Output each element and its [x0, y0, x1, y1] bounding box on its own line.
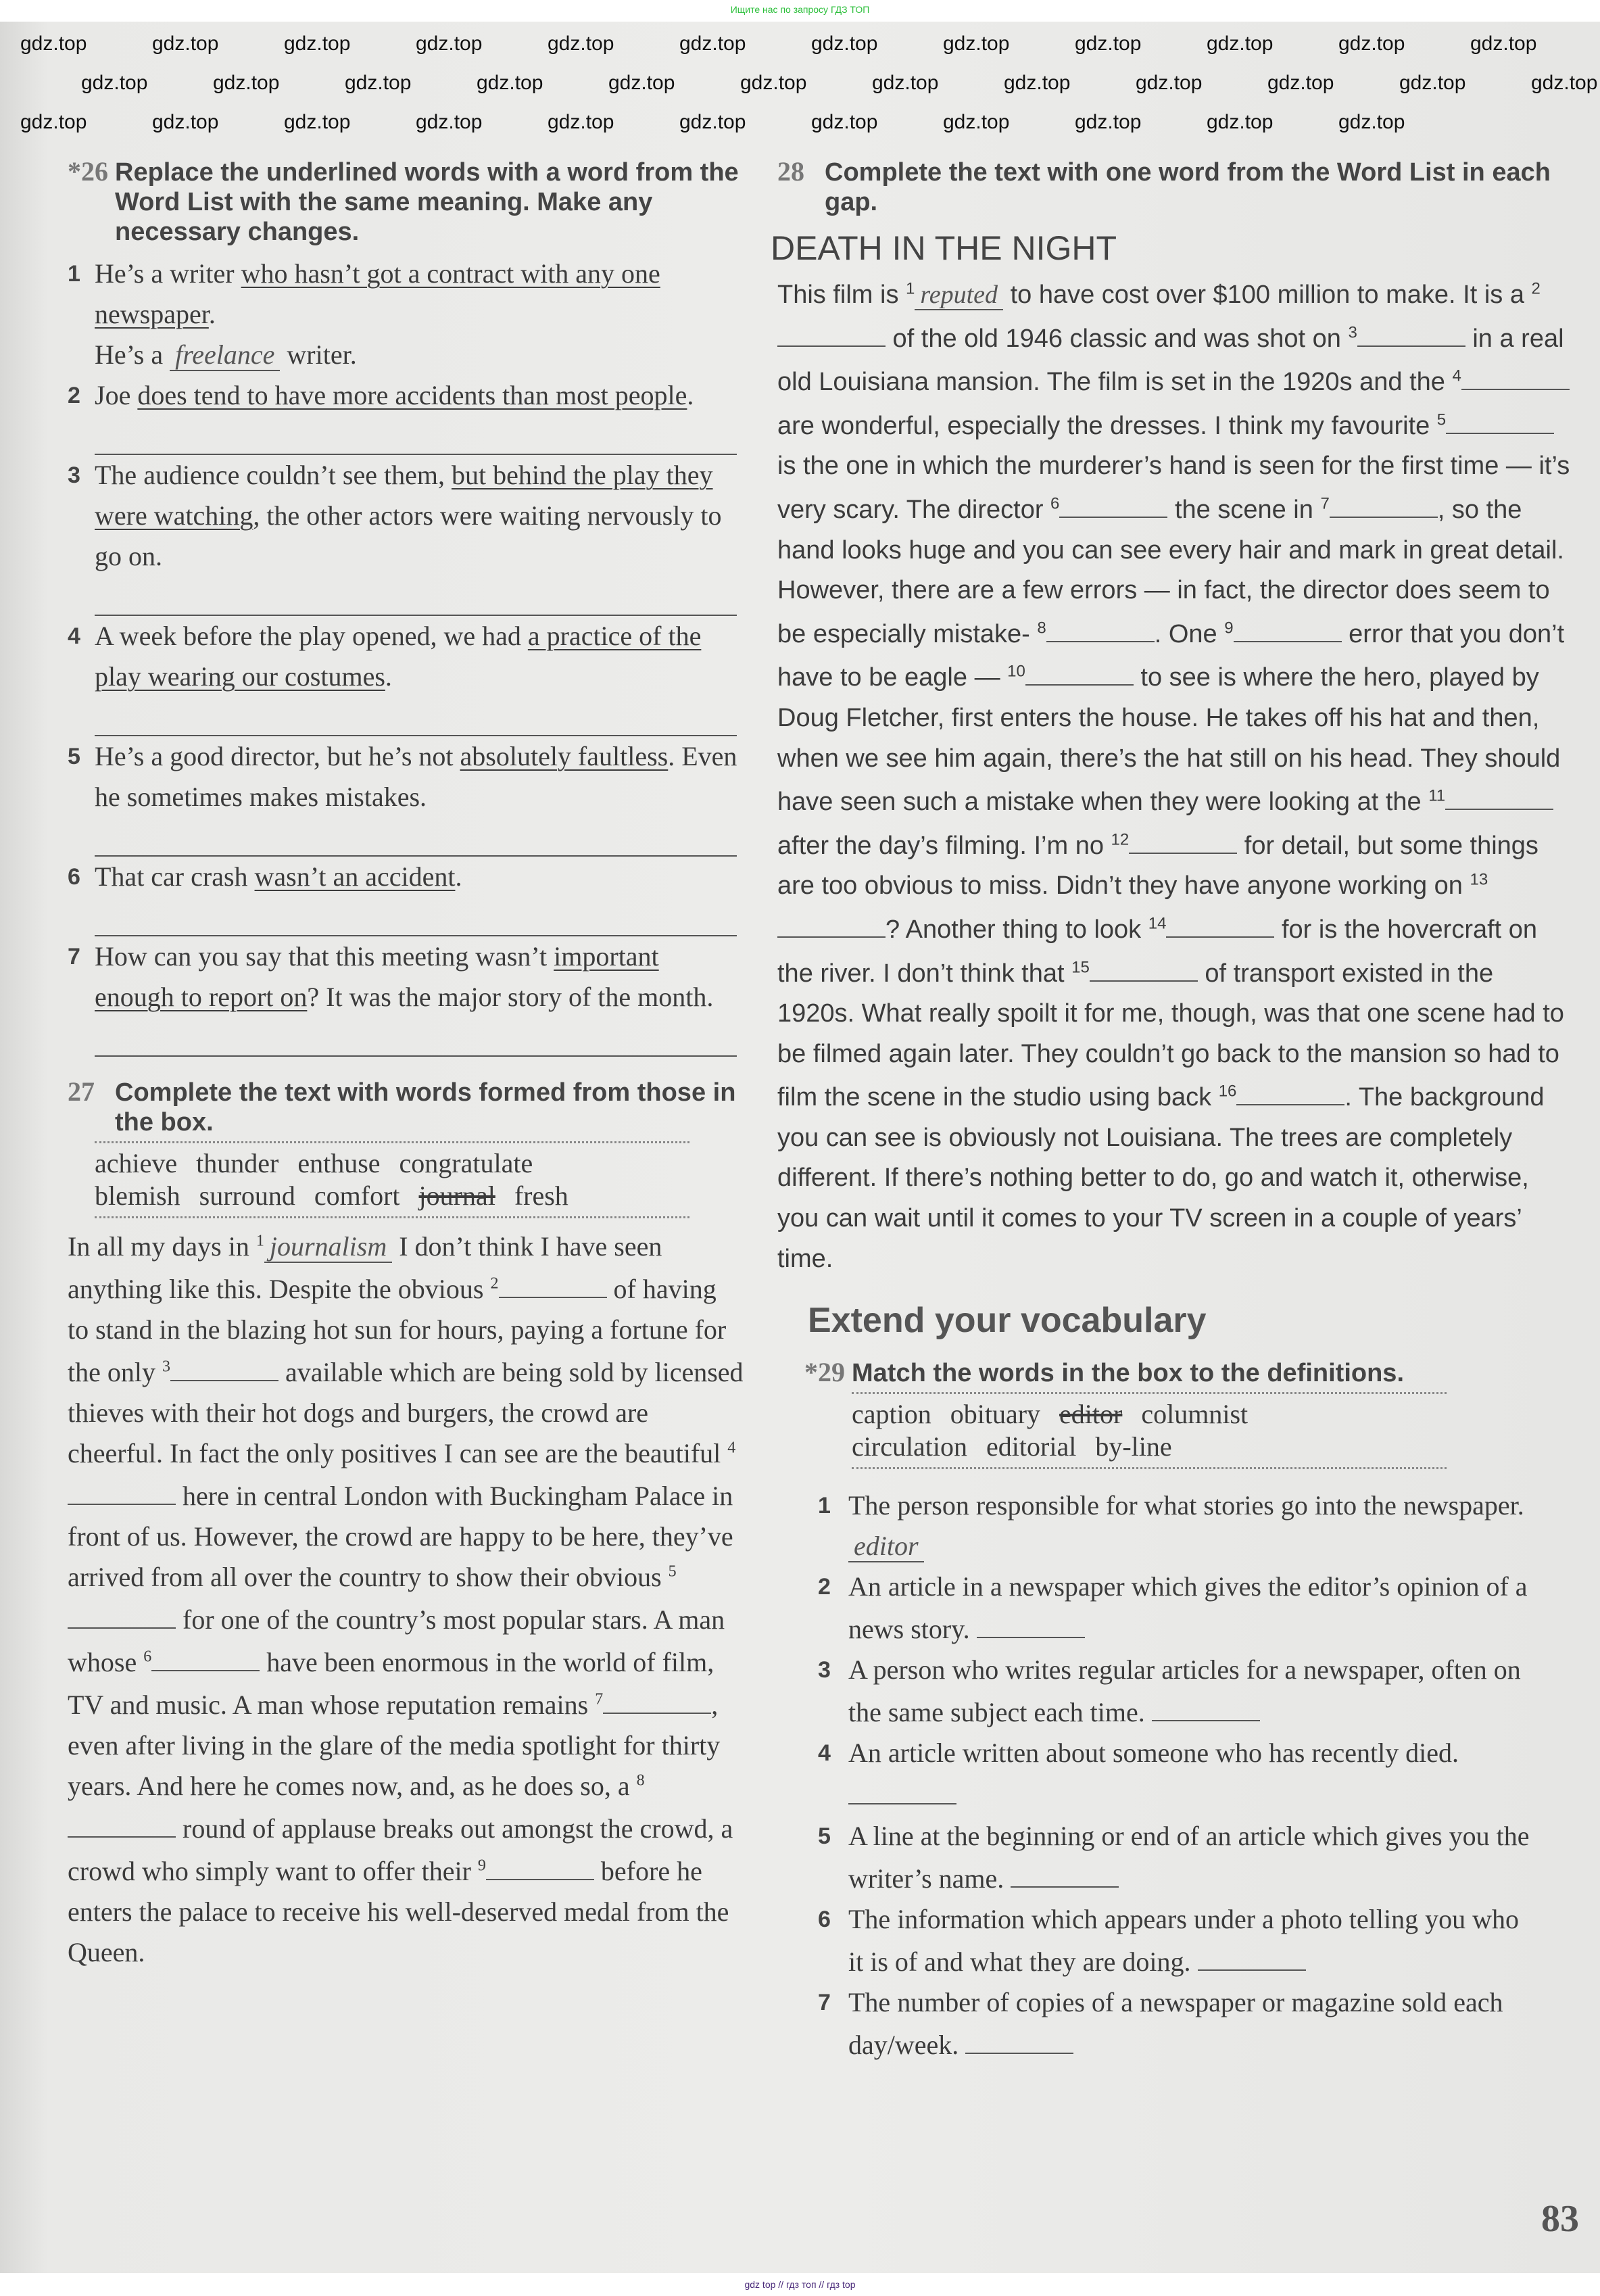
text-segment: editorial — [986, 1431, 1077, 1462]
answer-line[interactable] — [95, 577, 737, 616]
item-text — [848, 1738, 1459, 1811]
answer-line[interactable] — [95, 817, 737, 857]
answer-gap[interactable] — [1059, 487, 1167, 518]
text-segment: He’s a good director, but he’s not — [95, 741, 460, 771]
item-number: 3 — [68, 462, 80, 488]
section-title: Extend your vocabulary — [808, 1301, 1207, 1341]
right-column — [771, 156, 1575, 2065]
item-number: 7 — [818, 1990, 831, 2016]
watermark: gdz.top — [1075, 111, 1142, 133]
watermark: gdz.top — [943, 32, 1010, 55]
gap-number: 8 — [636, 1771, 645, 1790]
gap-number: 5 — [668, 1562, 677, 1581]
watermark: gdz.top — [152, 32, 219, 55]
watermark: gdz.top — [548, 32, 614, 55]
item-number: 2 — [818, 1574, 831, 1600]
text-segment: in a real old Louisiana mansion. The film is set in the 1920s and the — [777, 324, 1564, 397]
watermark: gdz.top — [477, 72, 543, 94]
gap-number: 3 — [1348, 322, 1357, 341]
answer-gap[interactable] — [1198, 1940, 1306, 1971]
watermark: gdz.top — [1075, 32, 1142, 55]
item-number: 6 — [68, 864, 80, 890]
answer-gap[interactable] — [1445, 779, 1553, 810]
text-segment: comfort — [314, 1180, 400, 1211]
answer-gap[interactable] — [1011, 1857, 1119, 1888]
answer-gap[interactable] — [1357, 316, 1465, 347]
list-item — [818, 1485, 1534, 1566]
answer-gap[interactable] — [68, 1807, 176, 1838]
text-segment: ? It was the major story of the month. — [307, 982, 714, 1012]
text-segment: circulation — [852, 1431, 968, 1462]
text-segment: The person responsible for what stories go into the newspaper. — [848, 1490, 1524, 1521]
underlined-phrase: a practice of the play wearing our costumes — [95, 621, 702, 692]
exercise-instruction: Complete the text with one word from the Word List in each gap. — [825, 158, 1551, 216]
answer-line[interactable] — [95, 697, 737, 736]
text-segment: here in central London with Buckingham Palace in front of us. However, the crowd are happy to be here, they’ve arrived from all over the country to show their obvious — [68, 1481, 733, 1592]
underlined-phrase: important enough to report on — [95, 941, 659, 1012]
answer-gap[interactable] — [1234, 611, 1342, 642]
item-text — [95, 741, 737, 812]
item-text — [95, 861, 462, 892]
watermark: gdz.top — [679, 111, 746, 133]
gap-number: 13 — [1470, 870, 1488, 889]
text-segment: for detail, but some things are too obvious to miss. Didn’t they have anyone working on — [777, 831, 1538, 901]
item-number: 4 — [68, 623, 80, 649]
page-number: 83 — [1541, 2198, 1579, 2240]
gap-number: 2 — [490, 1274, 499, 1293]
exercise-26 — [68, 157, 744, 1057]
answer-gap[interactable] — [1025, 654, 1134, 686]
text-segment: , the other actors were waiting nervously to go on. — [95, 500, 722, 571]
gap-number: 8 — [1037, 619, 1046, 638]
text-segment: ? Another thing to look — [886, 915, 1148, 944]
watermark: gdz.top — [811, 111, 878, 133]
gap-number: 15 — [1071, 957, 1090, 976]
gap-number: 4 — [1452, 366, 1461, 385]
list-item — [68, 736, 744, 857]
text-segment: . Even he sometimes makes mistakes. — [95, 741, 737, 812]
answer-gap[interactable] — [151, 1640, 260, 1671]
footer-links: gdz top // гдз топ // гдз top — [744, 2279, 856, 2290]
answer-gap[interactable] — [1046, 611, 1155, 642]
text-segment: of having to stand in the blazing hot sun for hours, paying a fortune for the only — [68, 1274, 727, 1387]
handwritten-answer: journalism — [264, 1231, 392, 1263]
text-segment: achieve — [95, 1148, 178, 1178]
exercise-28 — [771, 156, 1575, 1279]
crossed-out-word: journal — [418, 1180, 495, 1211]
text-segment: round of applause breaks out amongst the crowd, a crowd who simply want to offer their — [68, 1813, 733, 1886]
watermark: gdz.top — [1470, 32, 1537, 55]
watermark: gdz.top — [872, 72, 939, 94]
item-text — [848, 1987, 1503, 2060]
left-column — [68, 157, 744, 1973]
watermark: gdz.top — [416, 111, 483, 133]
watermark: gdz.top — [1136, 72, 1203, 94]
text-segment: . The background you can see is obviously not Louisiana. The trees are completely different. If there’s nothing better to do, go and watch it, otherwise, you can wait until it comes to your TV screen in a couple of years’ time. — [777, 1083, 1545, 1273]
gap-number: 10 — [1007, 662, 1025, 681]
watermark: gdz.top — [213, 72, 280, 94]
list-item — [68, 936, 744, 1057]
gap-number: 1 — [256, 1232, 264, 1250]
watermark: gdz.top — [20, 111, 87, 133]
item-text — [95, 621, 701, 692]
gap-number: 11 — [1428, 786, 1446, 805]
handwritten-answer: editor — [848, 1531, 924, 1562]
text-segment: obituary — [950, 1399, 1041, 1430]
item-number: 1 — [818, 1493, 831, 1519]
gap-number: 7 — [595, 1690, 604, 1708]
text-segment: The number of copies of a newspaper or magazine sold each day/week. — [848, 1987, 1503, 2061]
item-text — [848, 1654, 1521, 1727]
text-segment: caption — [852, 1399, 931, 1430]
item-text — [95, 258, 660, 371]
text-segment: to see is where the hero, played by Doug Fletcher, first enters the house. He takes off his hat and then, when we see him again, there’s the hat still on his head. They should have seen such a mistake when they were looking at the — [777, 663, 1561, 817]
text-segment: thunder — [196, 1148, 279, 1178]
item-number: 1 — [68, 261, 80, 287]
gap-number: 6 — [1050, 494, 1060, 513]
underlined-phrase: wasn’t an accident — [254, 861, 456, 892]
item-text — [848, 1821, 1530, 1894]
text-segment: fresh — [514, 1180, 568, 1211]
text-segment: Joe — [95, 380, 138, 410]
text-segment: enthuse — [297, 1148, 381, 1178]
answer-gap[interactable] — [486, 1849, 594, 1880]
item-number: 4 — [818, 1740, 831, 1767]
answer-gap[interactable] — [499, 1267, 607, 1298]
exercise-29 — [777, 1299, 1575, 2065]
watermark: gdz.top — [1207, 32, 1274, 55]
exercise-number: *29 — [804, 1357, 845, 1388]
answer-gap[interactable] — [1166, 907, 1274, 938]
text-segment: surround — [199, 1180, 295, 1211]
answer-gap[interactable] — [848, 1773, 956, 1804]
answer-line[interactable] — [95, 416, 737, 455]
text-segment: . — [687, 380, 694, 410]
answer-gap[interactable] — [1152, 1690, 1260, 1721]
item-text — [95, 380, 694, 410]
watermark: gdz.top — [1338, 111, 1405, 133]
item-number: 6 — [818, 1907, 831, 1933]
text-segment: of the old 1946 classic and was shot on — [886, 324, 1349, 353]
list-item — [818, 1982, 1534, 2065]
gap-number: 14 — [1148, 914, 1167, 933]
list-item — [818, 1650, 1534, 1733]
text-segment: I don’t think I have seen anything like this. Despite the obvious — [68, 1231, 662, 1304]
watermark: gdz.top — [1267, 72, 1334, 94]
exercise-number: *26 — [68, 156, 108, 187]
text-segment: have been enormous in the world of film, TV and music. A man whose reputation remains — [68, 1647, 714, 1720]
exercise-instruction: Match the words in the box to the definitions. — [852, 1359, 1404, 1388]
exercise-instruction: Complete the text with words formed from those in the box. — [115, 1078, 736, 1137]
text-segment: A week before the play opened, we had — [95, 621, 528, 651]
watermark: gdz.top — [740, 72, 807, 94]
list-item — [818, 1733, 1534, 1816]
text-segment: , so the hand looks huge and you can see every hair and mark in great detail. — [777, 495, 1564, 565]
word-box — [95, 1141, 689, 1218]
text-segment: How can you say that this meeting wasn’t — [95, 941, 554, 972]
item-text — [848, 1490, 1524, 1562]
text-segment: after the day’s filming. I’m no — [777, 831, 1111, 860]
article-title: DEATH IN THE NIGHT — [771, 229, 1117, 267]
watermark: gdz.top — [1207, 111, 1274, 133]
watermark: gdz.top — [81, 72, 148, 94]
answer-gap[interactable] — [603, 1683, 711, 1714]
watermark: gdz.top — [608, 72, 675, 94]
underlined-phrase: absolutely faultless — [460, 741, 669, 771]
text-segment: A line at the beginning or end of an article which gives you the writer’s name. — [848, 1821, 1530, 1894]
text-segment: He’s a — [95, 339, 170, 370]
watermark: gdz.top — [416, 32, 483, 55]
list-item — [818, 1899, 1534, 1982]
text-segment: . — [455, 861, 462, 892]
answer-gap[interactable] — [977, 1607, 1085, 1638]
search-banner: Ищите нас по запросу ГДЗ ТОП — [730, 4, 870, 15]
text-segment: An article written about someone who has recently died. — [848, 1738, 1459, 1769]
text-segment: However, there are a few errors — in fact, the director does seem to be especially mistake- — [777, 576, 1550, 648]
watermark: gdz.top — [1004, 72, 1071, 94]
watermark: gdz.top — [811, 32, 878, 55]
item-text — [848, 1571, 1528, 1644]
answer-gap[interactable] — [965, 2023, 1073, 2054]
item-number: 7 — [68, 944, 80, 970]
exercise-heading — [777, 157, 1575, 217]
text-segment: That car crash — [95, 861, 255, 892]
handwritten-answer: freelance — [170, 339, 280, 371]
gap-number: 12 — [1111, 830, 1130, 849]
handwritten-answer: reputed — [915, 281, 1003, 310]
word-box — [852, 1392, 1447, 1469]
list-item — [68, 616, 744, 736]
gap-number: 2 — [1531, 279, 1541, 298]
list-item — [68, 455, 744, 616]
underlined-phrase: who hasn’t got a contract with any one newspaper — [95, 258, 660, 329]
gap-number: 5 — [1436, 410, 1447, 429]
text-segment: blemish — [95, 1180, 180, 1211]
text-segment: are wonderful, especially the dresses. I think my favourite — [777, 411, 1437, 440]
answer-gap[interactable] — [1330, 487, 1438, 518]
text-segment: . One — [1154, 619, 1225, 648]
text-segment: columnist — [1141, 1399, 1249, 1430]
item-number: 2 — [68, 383, 80, 408]
text-segment: This film is — [777, 281, 906, 309]
answer-gap[interactable] — [170, 1350, 278, 1381]
watermark: gdz.top — [679, 32, 746, 55]
text-segment: An article in a newspaper which gives the editor’s opinion of a news story. — [848, 1571, 1528, 1645]
answer-gap[interactable] — [777, 316, 886, 347]
item-text — [95, 941, 713, 1012]
text-segment: the scene in — [1167, 495, 1321, 524]
watermark: gdz.top — [152, 111, 219, 133]
exercise-27 — [68, 1077, 744, 1973]
text-segment: A person who writes regular articles for a newspaper, often on the same subject each time. — [848, 1654, 1521, 1728]
answer-line[interactable] — [95, 1018, 737, 1057]
answer-gap[interactable] — [1461, 359, 1570, 390]
answer-gap[interactable] — [1090, 951, 1198, 982]
watermark: gdz.top — [20, 32, 87, 55]
answer-gap[interactable] — [777, 907, 886, 938]
text-segment: The information which appears under a photo telling you who it is of and what they are doing. — [848, 1904, 1519, 1978]
text-segment: writer. — [280, 339, 357, 370]
gap-number: 3 — [162, 1358, 170, 1376]
exercise-heading — [68, 157, 744, 247]
list-item — [818, 1566, 1534, 1650]
answer-gap[interactable] — [1129, 823, 1237, 854]
watermark: gdz.top — [284, 111, 351, 133]
item-number: 5 — [818, 1823, 831, 1850]
text-segment: . — [208, 299, 216, 329]
answer-gap[interactable] — [1446, 403, 1554, 434]
textbook-page — [0, 22, 1600, 2273]
exercise-number: 27 — [68, 1076, 95, 1107]
item-number: 3 — [818, 1657, 831, 1683]
answer-gap[interactable] — [68, 1474, 176, 1505]
item-text — [848, 1904, 1519, 1977]
text-segment: . — [385, 661, 392, 692]
gap-number: 7 — [1320, 494, 1330, 513]
exercise-heading — [68, 1077, 744, 1137]
watermark: gdz.top — [1338, 32, 1405, 55]
text-segment: error that you don’t have to be eagle — — [777, 619, 1565, 692]
watermark: gdz.top — [345, 72, 412, 94]
underlined-phrase: does tend to have more accidents than most people — [137, 380, 687, 410]
watermark: gdz.top — [284, 32, 351, 55]
text-segment: is the one in which the murderer’s hand is seen for the first time — it’s very scary. The director — [777, 452, 1570, 524]
crossed-out-word: editor — [1059, 1399, 1123, 1430]
article-text — [777, 275, 1575, 1279]
gap-number: 9 — [477, 1857, 486, 1875]
gap-number: 6 — [143, 1648, 152, 1666]
text-segment: by-line — [1095, 1431, 1172, 1462]
answer-line[interactable] — [95, 897, 737, 936]
watermark: gdz.top — [548, 111, 614, 133]
answer-gap[interactable] — [68, 1598, 176, 1629]
list-item — [818, 1816, 1534, 1899]
gap-number: 1 — [906, 279, 915, 298]
gap-number: 9 — [1224, 619, 1234, 638]
gap-number: 16 — [1218, 1082, 1237, 1101]
watermark: gdz.top — [1399, 72, 1466, 94]
text-segment: In all my days in — [68, 1231, 256, 1262]
text-segment: , even after living in the glare of the media spotlight for thirty years. And here he comes now, and, as he does so, a — [68, 1690, 721, 1801]
answer-gap[interactable] — [1236, 1074, 1344, 1105]
text-segment: to have cost over $100 million to make. It is a — [1003, 281, 1532, 309]
item-text — [95, 460, 721, 571]
text-segment: before he enters the palace to receive his well-deserved medal from the Queen. — [68, 1856, 729, 1967]
exercise-number: 28 — [777, 156, 804, 187]
text-segment: available which are being sold by licensed thieves with their hot dogs and burgers, the crowd are cheerful. In fact the only positives I can see are the beautiful — [68, 1357, 744, 1468]
exercise-text — [68, 1226, 744, 1973]
exercise-heading — [804, 1358, 1575, 1388]
text-segment: of transport existed in the 1920s. What really spoilt it for me, though, was that one scene had to be filmed again later. They couldn’t go back to the mansion so had to film the scene in the studio using back — [777, 959, 1564, 1112]
text-segment: He’s a writer — [95, 258, 241, 289]
text-segment: for is the hovercraft on the river. I don’t think that — [777, 915, 1538, 988]
list-item — [68, 375, 744, 455]
watermark: gdz.top — [1531, 72, 1598, 94]
gap-number: 4 — [727, 1439, 736, 1457]
watermark: gdz.top — [943, 111, 1010, 133]
underlined-phrase: but behind the play they were watching — [95, 460, 713, 531]
text-segment: congratulate — [399, 1148, 533, 1178]
list-item — [68, 857, 744, 936]
item-number: 5 — [68, 744, 80, 769]
exercise-instruction: Replace the underlined words with a word from the Word List with the same meaning. Make any necessary changes. — [115, 158, 739, 246]
text-segment: for one of the country’s most popular stars. A man whose — [68, 1604, 725, 1677]
list-item — [68, 254, 744, 375]
text-segment: The audience couldn’t see them, — [95, 460, 452, 490]
